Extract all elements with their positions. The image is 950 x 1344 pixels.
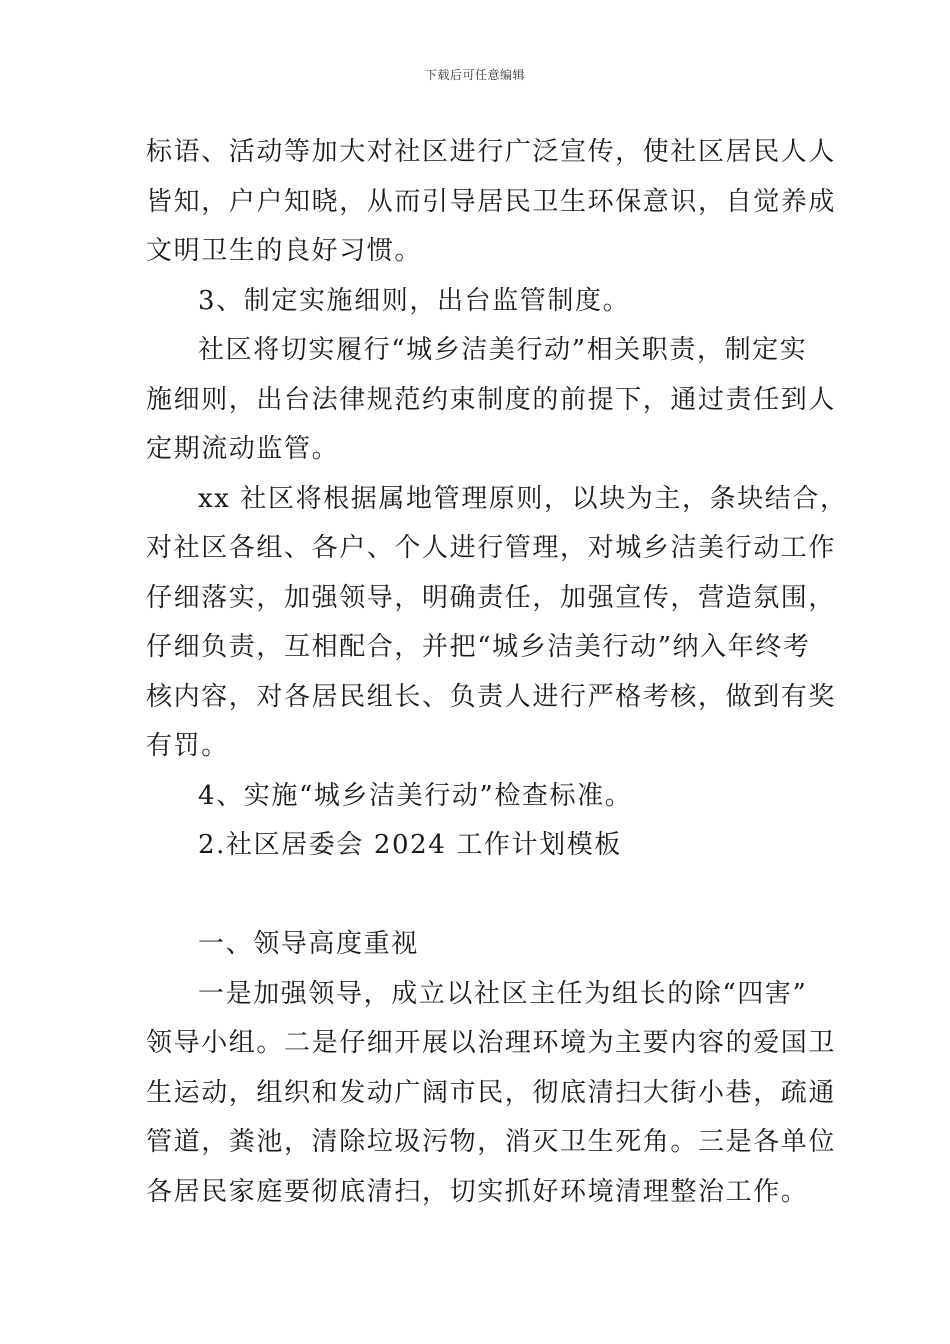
section-heading: 一、领导高度重视 (198, 929, 419, 959)
paragraph-line: 文明卫生的良好习惯。 (146, 236, 423, 266)
paragraph-line: 各居民家庭要彻底清扫，切实抓好环境清理整治工作。 (146, 1176, 809, 1207)
paragraph-line: 对社区各组、各户、个人进行管理，对城乡洁美行动工作 (146, 533, 837, 563)
paragraph-line: 生运动，组织和发动广阔市民，彻底清扫大街小巷，疏通 (146, 1077, 837, 1108)
paragraph-line: 一是加强领导，成立以社区主任为组长的除“四害” (198, 978, 808, 1009)
paragraph-line: 定期流动监管。 (146, 434, 340, 464)
paragraph-line: 核内容，对各居民组长、负责人进行严格考核，做到有奖 (146, 681, 837, 712)
paragraph-line: 社区将切实履行“城乡洁美行动”相关职责，制定实 (198, 335, 808, 365)
paragraph-line: 有罚。 (146, 731, 229, 761)
page-header: 下载后可任意编辑 (424, 68, 525, 82)
document-body (146, 128, 848, 1217)
paragraph-line: 施细则，出台法律规范约束制度的前提下，通过责任到人 (146, 384, 837, 415)
section-heading: 3、制定实施细则，出台监管制度。 (198, 285, 631, 316)
document-title: 2.社区居委会 2024 工作计划模板 (198, 830, 622, 860)
paragraph-line: 仔细负责，互相配合，并把“城乡洁美行动”纳入年终考 (146, 632, 811, 662)
paragraph-line: 管道，粪池，清除垃圾污物，消灭卫生死角。三是各单位 (146, 1127, 837, 1157)
paragraph-line: 标语、活动等加大对社区进行广泛宣传，使社区居民人人 (146, 137, 837, 167)
paragraph-line: xx 社区将根据属地管理原则，以块为主，条块结合， (198, 483, 848, 514)
paragraph-line: 皆知，户户知晓，从而引导居民卫生环保意识，自觉养成 (146, 186, 837, 217)
section-heading: 4、实施“城乡洁美行动”检查标准。 (198, 780, 633, 811)
blank-line (146, 871, 810, 921)
paragraph-line: 仔细落实，加强领导，明确责任，加强宣传，营造氛围， (146, 582, 837, 613)
paragraph-line: 领导小组。二是仔细开展以治理环境为主要内容的爱国卫 (146, 1028, 837, 1058)
